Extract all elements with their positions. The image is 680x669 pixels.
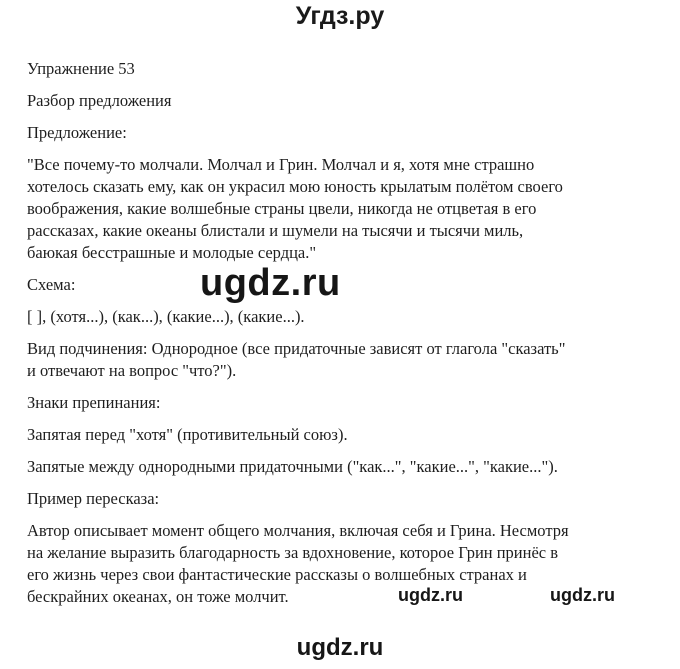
- punctuation-item: Запятые между однородными придаточными ("как...", "какие...", "какие...").: [27, 457, 558, 476]
- subordination-line: и отвечают на вопрос "что?").: [27, 361, 237, 380]
- watermark-big: ugdz.ru: [200, 262, 341, 304]
- watermark-small: ugdz.ru: [550, 585, 615, 605]
- punctuation-item: Запятая перед "хотя" (противительный союз).: [27, 425, 348, 444]
- watermark-small: ugdz.ru: [398, 585, 463, 605]
- sentence-line: баюкая бесстрашные и молодые сердца.": [27, 243, 317, 262]
- retelling-line: бескрайних океанах, он тоже молчит.: [27, 587, 289, 606]
- subordination-text: [27, 338, 657, 382]
- retelling-line: Автор описывает момент общего молчания, включая себя и Грина. Несмотря: [27, 521, 569, 540]
- scheme-label: Схема:: [27, 275, 76, 294]
- watermark-footer: ugdz.ru: [296, 634, 384, 661]
- sentence-line: рассказах, какие океаны блистали и шумели на тысячи и тысячи миль,: [27, 221, 524, 240]
- retelling-line: на желание выразить благодарность за вдохновение, которое Грин принёс в: [27, 543, 559, 562]
- retelling-line: его жизнь через свои фантастические рассказы о волшебных странах и: [27, 565, 527, 584]
- sentence-line: воображения, какие волшебные страны цвели, никогда не отцветая в его: [27, 199, 537, 218]
- sentence-text: [27, 154, 657, 264]
- site-title: Угдз.ру: [295, 2, 385, 30]
- sentence-line: "Все почему-то молчали. Молчал и Грин. Молчал и я, хотя мне страшно: [27, 155, 535, 174]
- section-title: Разбор предложения: [27, 91, 172, 110]
- subordination-line: Вид подчинения: Однородное (все придаточные зависят от глагола "сказать": [27, 339, 566, 358]
- scheme-value: [ ], (хотя...), (как...), (какие...), (какие...).: [27, 307, 305, 326]
- punctuation-label: Знаки препинания:: [27, 393, 161, 412]
- sentence-label: Предложение:: [27, 123, 127, 142]
- retelling-label: Пример пересказа:: [27, 489, 160, 508]
- document-body: [27, 58, 657, 618]
- sentence-line: хотелось сказать ему, как он украсил мою юность крылатым полётом своего: [27, 177, 563, 196]
- exercise-title: Упражнение 53: [27, 59, 135, 78]
